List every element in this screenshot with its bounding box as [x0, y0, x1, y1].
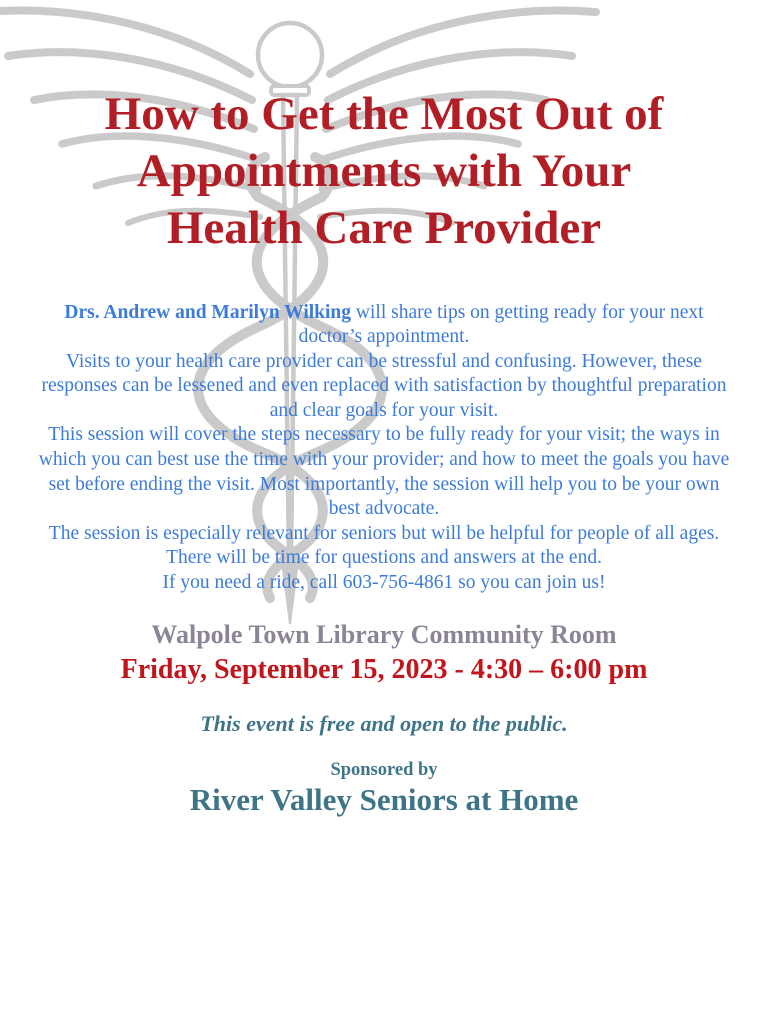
event-datetime: Friday, September 15, 2023 - 4:30 – 6:00 pm	[120, 653, 648, 685]
title-line-3: Health Care Provider	[166, 201, 602, 254]
page-title	[0, 0, 768, 257]
paragraph-audience: The session is especially relevant for seniors but will be helpful for people of all ages. There will be time for questions and answers at the end.	[48, 522, 720, 569]
paragraph-ride: If you need a ride, call 603-756-4861 so you can join us!	[162, 571, 606, 593]
paragraph-session-steps: This session will cover the steps necessary to be fully ready for your visit; the ways in which you can best use the time with your provider; and how to meet the goals you have set before ending the visit. Most importantly, the session will help you to be your own best advocate.	[38, 424, 730, 520]
presenters-name: Drs. Andrew and Marilyn Wilking	[64, 301, 352, 323]
intro-paragraph	[34, 301, 734, 350]
description-section	[34, 301, 734, 596]
sponsor-label: Sponsored by	[330, 760, 438, 781]
venue-name: Walpole Town Library Community Room	[151, 620, 617, 650]
intro-rest: will share tips on getting ready for your next doctor’s appointment.	[298, 301, 704, 348]
title-line-1: How to Get the Most Out of	[104, 88, 664, 140]
admission-note: This event is free and open to the public.	[200, 711, 568, 737]
sponsor-name: River Valley Seniors at Home	[189, 782, 579, 818]
title-line-2: Appointments with Your	[136, 144, 632, 197]
paragraph-visits: Visits to your health care provider can be stressful and confusing. However, these responses can be lessened and even replaced with satisfaction by thoughtful preparation and clear goals for your visit.	[41, 350, 727, 421]
